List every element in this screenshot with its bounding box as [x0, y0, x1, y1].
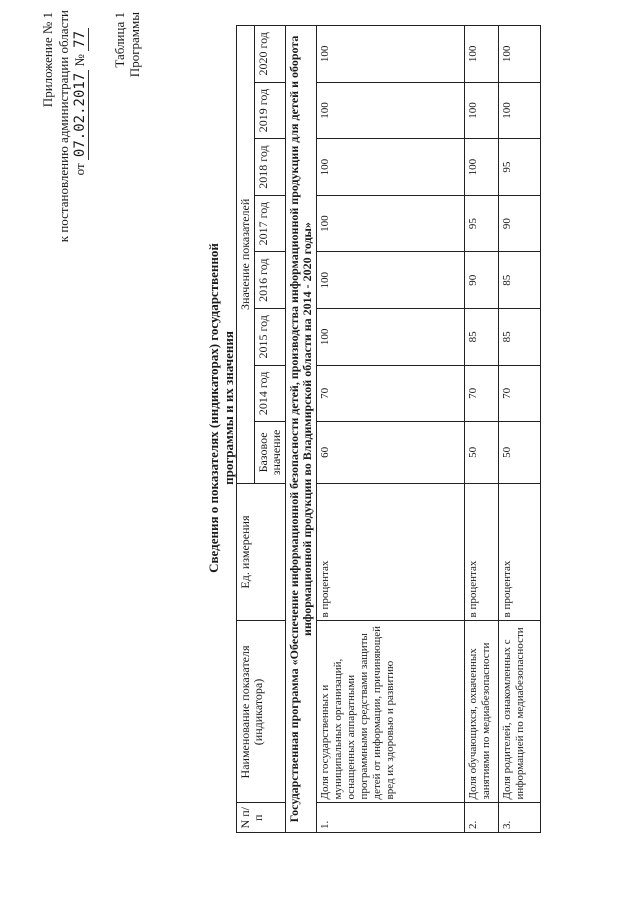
table-label	[112, 12, 142, 77]
decree-number: 77	[72, 28, 89, 51]
table-row	[465, 26, 499, 833]
row-value: 100	[317, 252, 465, 309]
row-base: 50	[499, 422, 541, 484]
row-unit: в процентах	[499, 483, 541, 621]
row-value: 100	[465, 139, 499, 196]
row-value: 100	[465, 82, 499, 139]
program-row	[286, 26, 317, 833]
table-row	[499, 26, 541, 833]
header-unit: Ед. измерения	[237, 483, 286, 621]
header-year: 2014 год	[255, 365, 286, 422]
row-value: 100	[317, 82, 465, 139]
row-name: Доля родителей, ознакомленных с информацией по медиабезопасности	[499, 621, 541, 803]
decree-date-line	[72, 28, 88, 175]
row-unit: в процентах	[317, 483, 465, 621]
row-value: 90	[465, 252, 499, 309]
row-unit: в процентах	[465, 483, 499, 621]
row-value: 95	[465, 195, 499, 252]
row-value: 85	[465, 309, 499, 366]
title-line-1: Сведения о показателях (индикаторах) государственной	[206, 243, 221, 573]
header-year: 2015 год	[255, 309, 286, 366]
row-value: 85	[499, 309, 541, 366]
row-value: 100	[499, 82, 541, 139]
row-value: 70	[499, 365, 541, 422]
date-prefix: от	[72, 163, 87, 176]
row-num: 1.	[317, 803, 465, 833]
header-year: 2016 год	[255, 252, 286, 309]
row-value: 95	[499, 139, 541, 196]
row-value: 100	[465, 26, 499, 83]
row-value: 70	[317, 365, 465, 422]
table-header-row	[237, 26, 255, 833]
number-prefix: №	[72, 54, 87, 67]
header-name: Наименование показателя (индикатора)	[237, 621, 286, 803]
header-base: Базовое значение	[255, 422, 286, 484]
header-year: 2020 год	[255, 26, 286, 83]
header-year: 2017 год	[255, 195, 286, 252]
row-base: 60	[317, 422, 465, 484]
row-value: 100	[317, 195, 465, 252]
header-values: Значение показателей	[237, 26, 255, 484]
indicators-table	[236, 25, 541, 833]
appendix-label: Приложение № 1	[40, 12, 55, 108]
table-label-sub: Программы	[127, 12, 142, 78]
row-base: 50	[465, 422, 499, 484]
row-value: 100	[317, 309, 465, 366]
header-year: 2018 год	[255, 139, 286, 196]
row-name: Доля обучающихся, охваченных занятиями по медиабезопасности	[465, 621, 499, 803]
page-title	[206, 183, 236, 633]
program-title: Государственная программа «Обеспечение информационной безопасности детей, производства информационной продукции для детей и оборота информационной продукции во Владимирской области на 2014 - 2020 годы»	[286, 26, 317, 833]
table-label-number: Таблица 1	[112, 12, 127, 68]
row-value: 85	[499, 252, 541, 309]
row-value: 70	[465, 365, 499, 422]
decree-date: 07.02.2017	[72, 70, 89, 160]
title-line-2: программы и их значения	[221, 331, 236, 485]
row-value: 90	[499, 195, 541, 252]
header-year: 2019 год	[255, 82, 286, 139]
row-num: 3.	[499, 803, 541, 833]
header-num: N п/п	[237, 803, 286, 833]
row-value: 100	[499, 26, 541, 83]
row-name: Доля государственных и муниципальных организаций, оснащенных аппаратными программными средствами защиты детей от информации, причиняющей вред их здоровью и развитию	[317, 621, 465, 803]
decree-label: к постановлению администрации области	[56, 10, 71, 243]
row-value: 100	[317, 26, 465, 83]
row-value: 100	[317, 139, 465, 196]
table-row	[317, 26, 465, 833]
row-num: 2.	[465, 803, 499, 833]
